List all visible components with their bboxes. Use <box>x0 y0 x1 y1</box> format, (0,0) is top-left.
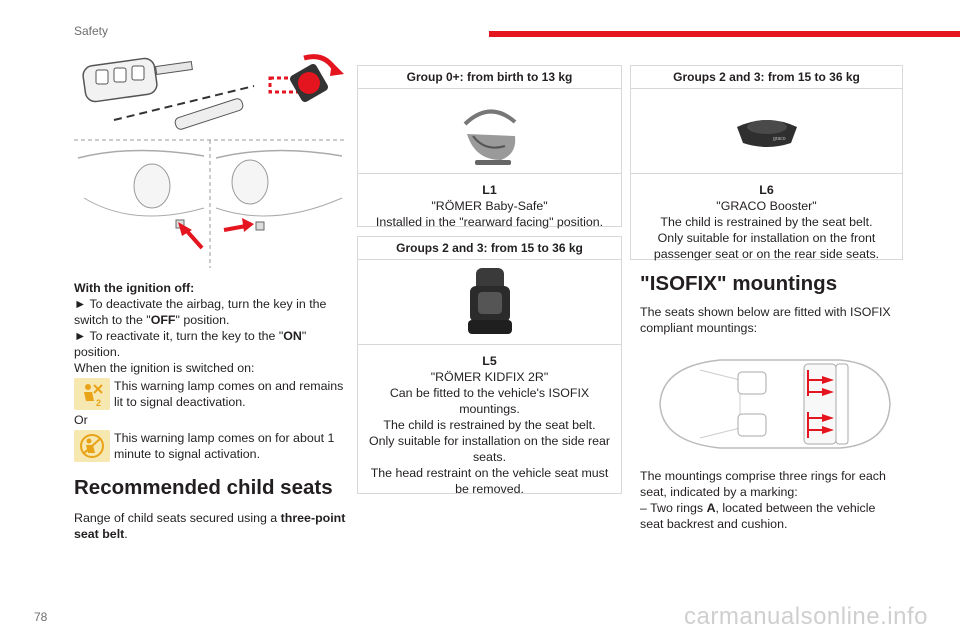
isofix-section <box>640 272 896 532</box>
or-text: Or <box>74 413 88 427</box>
site-watermark: carmanualsonline.info <box>684 603 928 630</box>
baby-safe-seat-image <box>358 89 621 174</box>
child-seat-card-l1 <box>357 65 622 227</box>
seat-note: Installed in the "rearward facing" position. <box>375 215 604 229</box>
seat-note: The head restraint on the vehicle seat must be removed. <box>370 466 609 496</box>
seat-note: The child is restrained by the seat belt. <box>660 215 873 229</box>
seat-code: L6 <box>759 183 774 197</box>
isofix-desc-rings-a: – Two rings A, located between the vehicle seat backrest and cushion. <box>640 501 876 531</box>
dashboard-switch-illustration <box>74 138 346 270</box>
recommended-seats-title: Recommended child seats <box>74 476 333 499</box>
section-header: Safety <box>74 24 109 38</box>
lamp-activation-row <box>74 430 346 462</box>
ignition-on-text: When the ignition is switched on: <box>74 361 255 375</box>
kidfix-seat-image <box>358 260 621 345</box>
isofix-intro: The seats shown below are fitted with ISOFIX compliant mountings: <box>640 305 891 335</box>
airbag-on-lamp-icon <box>74 430 110 462</box>
seat-note: Can be fitted to the vehicle's ISOFIX mountings. <box>389 386 590 416</box>
seat-note: The child is restrained by the seat belt. <box>383 418 596 432</box>
lamp-activation-text: This warning lamp comes on for about 1 minute to signal activation. <box>114 431 335 461</box>
isofix-car-layout-diagram <box>640 350 896 458</box>
child-seat-card-l5 <box>357 236 622 494</box>
child-seat-card-l6 <box>630 65 903 260</box>
card-group-heading: Groups 2 and 3: from 15 to 36 kg <box>631 66 902 89</box>
reactivate-instruction: ► To reactivate it, turn the key to the "ON" position. <box>74 329 307 359</box>
page-number: 78 <box>34 610 48 624</box>
airbag-key-switch-illustration <box>74 50 346 136</box>
seat-name: "RÖMER Baby-Safe" <box>431 199 548 213</box>
isofix-desc-rings: The mountings comprise three rings for each seat, indicated by a marking: <box>640 469 886 499</box>
seat-note: Only suitable for installation on the side rear seats. <box>368 434 611 464</box>
svg-text:graco: graco <box>772 136 786 142</box>
ignition-off-heading: With the ignition off: <box>74 281 195 295</box>
range-text: Range of child seats secured using a three-point seat belt. <box>74 511 346 541</box>
seat-note: Only suitable for installation on the front passenger seat or on the rear side seats. <box>653 231 880 261</box>
graco-booster-image <box>631 89 902 174</box>
card-group-heading: Groups 2 and 3: from 15 to 36 kg <box>358 237 621 260</box>
lamp-deactivation-text: This warning lamp comes on and remains lit to signal deactivation. <box>114 379 344 409</box>
svg-text:2: 2 <box>96 398 102 407</box>
lamp-deactivation-row <box>74 378 346 410</box>
airbag-off-lamp-icon <box>74 378 110 410</box>
seat-code: L5 <box>482 354 497 368</box>
left-column <box>74 50 346 542</box>
seat-code: L1 <box>482 183 497 197</box>
isofix-title: "ISOFIX" mountings <box>640 272 838 295</box>
header-accent-bar <box>489 31 960 37</box>
seat-name: "GRACO Booster" <box>716 199 817 213</box>
deactivate-instruction: ► To deactivate the airbag, turn the key in the switch to the "OFF" position. <box>74 297 327 327</box>
seat-name: "RÖMER KIDFIX 2R" <box>430 370 549 384</box>
card-group-heading: Group 0+: from birth to 13 kg <box>358 66 621 89</box>
